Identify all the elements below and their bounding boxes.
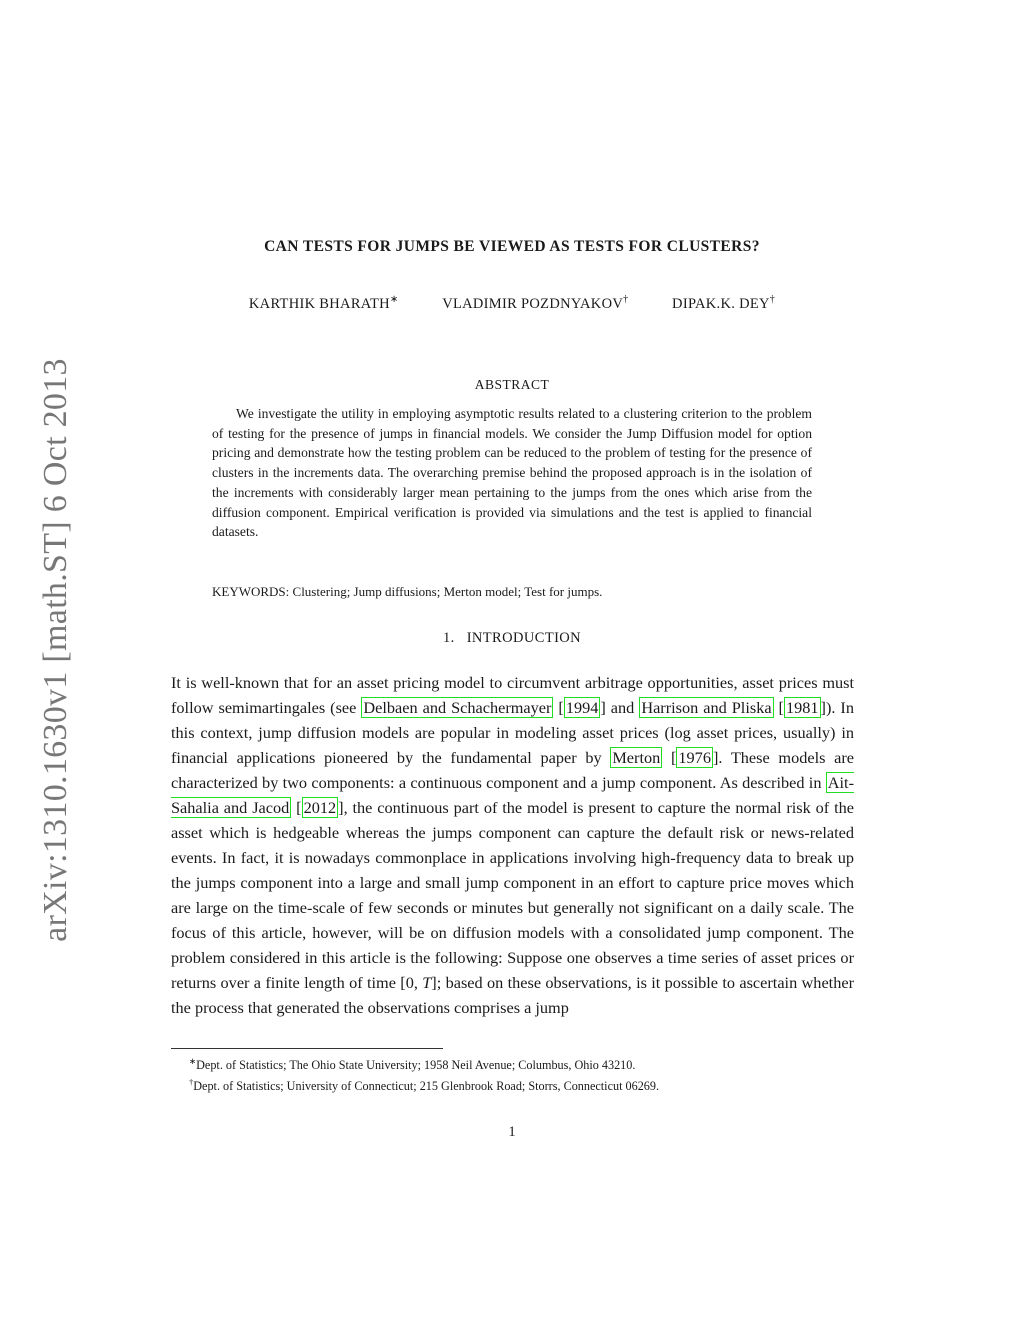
keywords-line: KEYWORDS: Clustering; Jump diffusions; Merton model; Test for jumps. xyxy=(212,584,603,599)
citation-link-merton[interactable]: Merton xyxy=(612,748,661,767)
citation-year-link-2012[interactable]: 2012 xyxy=(303,798,337,817)
citation-year-link-1994[interactable]: 1994 xyxy=(565,698,599,717)
arxiv-identifier-stamp: arXiv:1310.1630v1 [math.ST] 6 Oct 2013 xyxy=(37,358,74,942)
footnotes xyxy=(171,1053,854,1094)
citation-year-link-1976[interactable]: 1976 xyxy=(678,748,711,767)
section-number: 1. xyxy=(442,630,455,646)
paper-title: CAN TESTS FOR JUMPS BE VIEWED AS TESTS FOR CLUSTERS? xyxy=(264,238,760,255)
section-heading-introduction xyxy=(0,630,1024,647)
author-3-name: DIPAK.K. DEY xyxy=(672,295,770,312)
citation-link-ait-sahalia-jacod[interactable]: Ait-Sahalia and Jacod xyxy=(171,773,854,817)
footnote-divider xyxy=(171,1048,443,1049)
author-list xyxy=(0,294,1024,313)
citation-year-link-1981[interactable]: 1981 xyxy=(785,698,819,717)
citation-link-harrison-pliska[interactable]: Harrison and Pliska xyxy=(641,698,772,717)
intro-text-3: ). In this context, jump diffusion models are popular in modeling asset prices (log asset prices, usually) in financial applications pioneered by the fundamental paper by xyxy=(171,698,854,767)
footnote-1 xyxy=(171,1053,854,1074)
math-variable-t: T xyxy=(422,973,432,992)
author-2 xyxy=(442,294,628,313)
page-number: 1 xyxy=(508,1124,516,1140)
author-1 xyxy=(249,294,399,313)
abstract-heading: ABSTRACT xyxy=(474,377,550,392)
footnote-2-text: Dept. of Statistics; University of Connecticut; 215 Glenbrook Road; Storrs, Connecticut 06269. xyxy=(193,1078,660,1093)
author-2-mark: † xyxy=(623,294,629,305)
author-3-mark: † xyxy=(769,294,776,305)
intro-text-2: and xyxy=(605,698,640,717)
footnote-2 xyxy=(171,1074,854,1095)
intro-text-6: ]; based on these observations, is it possible to ascertain whether the process that generated the observations comprises a jump xyxy=(171,973,854,1017)
introduction-paragraph: It is well-known that for an asset pricing model to circumvent arbitrage opportunities, asset prices must follow semimartingales (see Delbaen and Schachermayer [ 1994 ] and Harrison and Pliska [ 1981 ]). In this context, jump diffusion models are popular in modeling asset prices (log asset prices, usually) in financial applications pioneered by the fundamental paper by Merton [ 1976 ]. These models are characterized by two components: a continuous component and a jump component. As described in Ait-Sahalia and Jacod [ 2012 ], the continuous part of the model is present to capture the normal risk of the asset which is hedgeable whereas the jumps component can capture the default risk or news-related events. In fact, it is nowadays commonplace in applications involving high-frequency data to break up the jumps component into a large and small jump component in an effort to capture price moves which are large on the time-scale of few seconds or minutes but generally not significant on a daily scale. The focus of this article, however, will be on diffusion models with a consolidated jump component. The problem considered in this article is the following: Suppose one observes a time series of asset prices or returns over a finite length of time [0, T]; based on these observations, is it possible to ascertain whether the process that generated the observations comprises a jump xyxy=(171,673,855,1017)
citation-link-delbaen-schachermayer[interactable]: Delbaen and Schachermayer xyxy=(363,698,552,717)
intro-text-4: . These models are characterized by two components: a continuous component and a jump component. As described in xyxy=(171,748,855,792)
author-3 xyxy=(672,294,775,313)
author-1-mark: ∗ xyxy=(389,294,399,305)
intro-text-5: , the continuous part of the model is present to capture the normal risk of the asset which is hedgeable whereas the jumps component can capture the default risk or news-related events. In fact, it is nowadays commonplace in applications involving high-frequency data to break up the jumps component into a large and small jump component in an effort to capture price moves which are large on the time-scale of few seconds or minutes but generally not significant on a daily scale. The focus of this article, however, will be on diffusion models with a consolidated jump component. The problem considered in this article is the following: Suppose one observes a time series of asset prices or returns over a finite length of time [0, xyxy=(171,798,854,992)
abstract-text: We investigate the utility in employing asymptotic results related to a clustering criterion to the problem of testing for the presence of jumps in financial models. We consider the Jump Diffusion model for option pricing and demonstrate how the testing problem can be reduced to the problem of testing for the presence of clusters in the increments data. The overarching premise behind the proposed approach is in the isolation of the increments with considerably larger mean pertaining to the jumps from the ones which arise from the diffusion component. Empirical verification is provided via simulations and the test is applied to financial datasets. xyxy=(212,406,812,540)
author-1-name: KARTHIK BHARATH xyxy=(248,295,390,312)
intro-text-1: It is well-known that for an asset pricing model to circumvent arbitrage opportunities, asset prices must follow semimartingales (see xyxy=(171,673,854,717)
footnote-2-mark: † xyxy=(189,1076,194,1087)
footnote-1-mark: ∗ xyxy=(189,1056,197,1066)
footnote-1-text: Dept. of Statistics; The Ohio State University; 1958 Neil Avenue; Columbus, Ohio 43210. xyxy=(196,1058,636,1073)
section-title: INTRODUCTION xyxy=(466,630,582,646)
author-2-name: VLADIMIR POZDNYAKOV xyxy=(442,295,624,312)
